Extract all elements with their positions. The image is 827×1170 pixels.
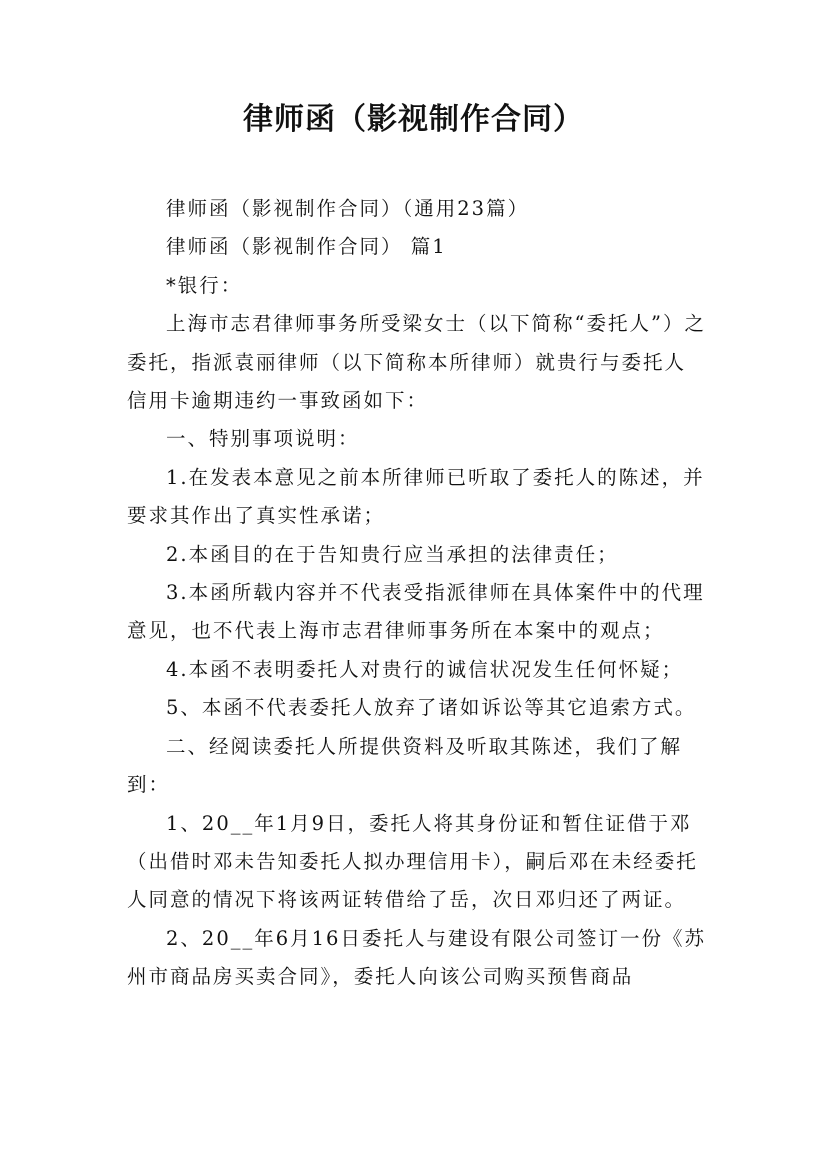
paragraph: 1.在发表本意见之前本所律师已听取了委托人的陈述，并要求其作出了真实性承诺；	[127, 465, 705, 528]
paragraph: 2.本函目的在于告知贵行应当承担的法律责任；	[166, 542, 619, 566]
paragraph: 2、20__年6月16日委托人与建设有限公司签订一份《苏州市商品房买卖合同》，委托人向该公司购买预售商品	[127, 926, 706, 989]
paragraph: 上海市志君律师事务所受梁女士（以下简称“委托人”）之委托，指派袁丽律师（以下简称本所律师）就贵行与委托人信用卡逾期违约一事致函如下：	[127, 312, 706, 413]
paragraph: *银行：	[166, 273, 243, 297]
paragraph: 4.本函不表明委托人对贵行的诚信状况发生任何怀疑；	[166, 657, 684, 681]
paragraph: 二、经阅读委托人所提供资料及听取其陈述，我们了解到：	[127, 734, 683, 797]
paragraph: 律师函（影视制作合同） 篇1	[166, 235, 447, 259]
document-title: 律师函（影视制作合同）	[243, 102, 584, 137]
paragraph: 5、本函不代表委托人放弃了诸如诉讼等其它追索方式。	[166, 696, 697, 720]
paragraph: 3.本函所载内容并不代表受指派律师在具体案件中的代理意见，也不代表上海市志君律师事务所在本案中的观点；	[127, 581, 705, 643]
paragraph: 律师函（影视制作合同）（通用23篇）	[166, 197, 530, 220]
document-body	[127, 190, 707, 997]
paragraph: 一、特别事项说明：	[166, 427, 360, 451]
paragraph: 1、20__年1月9日，委托人将其身份证和暂住证借于邓（出借时邓未告知委托人拟办理信用卡），嗣后邓在未经委托人同意的情况下将该两证转借给了岳，次日邓归还了两证。	[127, 811, 698, 912]
